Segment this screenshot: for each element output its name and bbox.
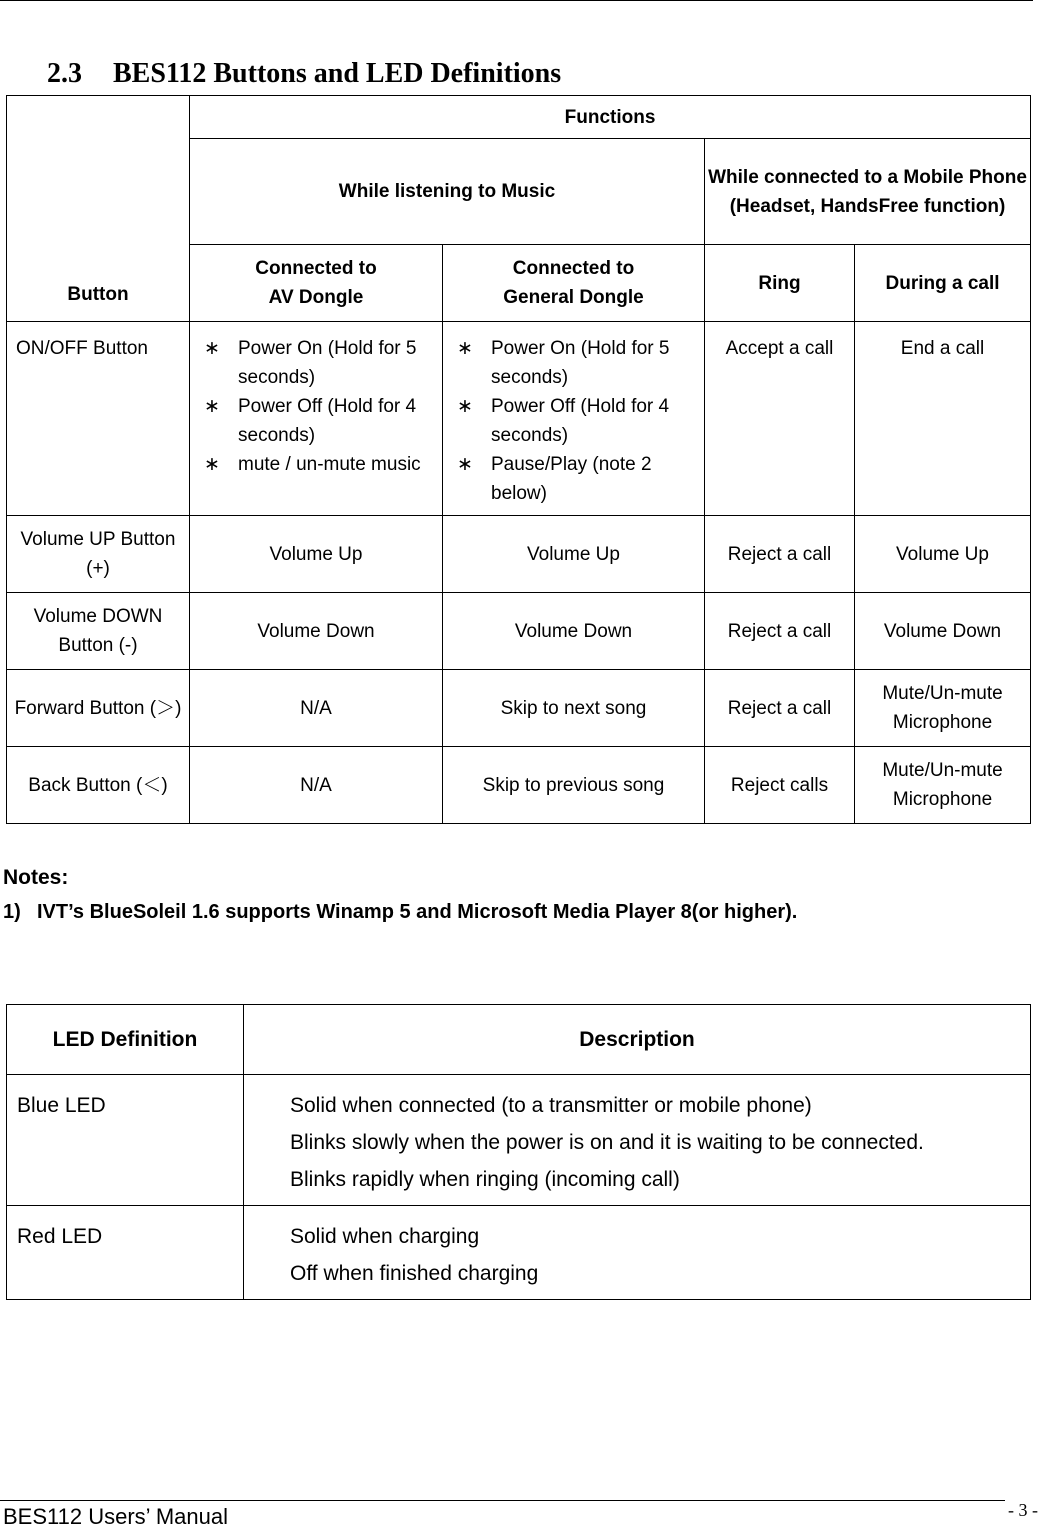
- led-desc-line: Blinks slowly when the power is on and it is waiting to be connected.: [290, 1131, 924, 1154]
- row-general-cell: Volume Up: [443, 516, 705, 593]
- table-row: [7, 593, 1031, 670]
- bullet-icon: ∗: [457, 396, 473, 417]
- row-av-cell: N/A: [190, 747, 443, 824]
- header-general-dongle: [443, 245, 705, 322]
- table-row: [7, 322, 1031, 516]
- list-item: ∗ Power On (Hold for 5 seconds): [457, 334, 702, 392]
- footer-rule: [0, 1500, 1005, 1501]
- table-row: [7, 1206, 1031, 1300]
- onoff-av-cell: [190, 322, 443, 516]
- row-button-cell: Forward Button (＞): [7, 670, 190, 747]
- list-item: ∗ mute / un-mute music: [204, 450, 440, 479]
- row-ring-cell: Reject calls: [705, 747, 855, 824]
- header-av-dongle: [190, 245, 443, 322]
- section-heading: [47, 58, 561, 90]
- row-during-cell: Mute/Un-mute Microphone: [855, 670, 1031, 747]
- led-table: [6, 1004, 1031, 1300]
- bullet-icon: ∗: [204, 454, 220, 475]
- onoff-button-cell: ON/OFF Button: [7, 322, 190, 516]
- led-desc-blue: [244, 1075, 1031, 1206]
- top-rule: [0, 0, 1033, 1]
- led-header-definition: LED Definition: [7, 1005, 244, 1075]
- section-title: BES112 Buttons and LED Definitions: [113, 58, 562, 89]
- note-text: IVT’s BlueSoleil 1.6 supports Winamp 5 and Microsoft Media Player 8(or higher).: [37, 901, 798, 923]
- page-number: - 3 -: [1008, 1500, 1038, 1520]
- header-ring: Ring: [705, 245, 855, 322]
- header-gen-line1: Connected to: [512, 258, 635, 279]
- row-during-cell: Volume Down: [855, 593, 1031, 670]
- bullet-icon: ∗: [204, 396, 220, 417]
- bullet-icon: ∗: [457, 338, 473, 359]
- note-item: [3, 901, 797, 924]
- list-item: ∗ Pause/Play (note 2 below): [457, 450, 702, 508]
- header-button: Button: [7, 96, 190, 322]
- led-desc-line: Solid when charging: [290, 1225, 480, 1248]
- header-functions: Functions: [190, 96, 1031, 139]
- section-number: 2.3: [47, 58, 82, 89]
- list-item: ∗ Power Off (Hold for 4 seconds): [204, 392, 440, 450]
- header-phone: While connected to a Mobile Phone (Headset, HandsFree function): [705, 139, 1031, 245]
- row-general-cell: Skip to previous song: [443, 747, 705, 824]
- row-av-cell: Volume Up: [190, 516, 443, 593]
- row-av-cell: N/A: [190, 670, 443, 747]
- row-button-cell: Back Button (＜): [7, 747, 190, 824]
- footer-title: BES112 Users’ Manual: [3, 1504, 228, 1529]
- row-during-cell: Volume Up: [855, 516, 1031, 593]
- row-button-cell: Volume UP Button (+): [7, 516, 190, 593]
- list-item: ∗ Power Off (Hold for 4 seconds): [457, 392, 702, 450]
- header-av-line1: Connected to: [255, 258, 377, 279]
- led-header-description: Description: [244, 1005, 1031, 1075]
- note-number: 1): [3, 901, 21, 923]
- row-button-cell: Volume DOWN Button (-): [7, 593, 190, 670]
- header-music: While listening to Music: [190, 139, 705, 245]
- row-general-cell: Volume Down: [443, 593, 705, 670]
- onoff-ring-cell: Accept a call: [705, 322, 855, 516]
- led-desc-line: Blinks rapidly when ringing (incoming call): [290, 1168, 680, 1191]
- row-during-cell: Mute/Un-mute Microphone: [855, 747, 1031, 824]
- row-ring-cell: Reject a call: [705, 516, 855, 593]
- header-gen-line2: General Dongle: [503, 287, 644, 308]
- buttons-table: [6, 95, 1031, 824]
- table-row: [7, 1075, 1031, 1206]
- led-desc-red: [244, 1206, 1031, 1300]
- table-row: [7, 516, 1031, 593]
- bullet-icon: ∗: [457, 454, 473, 475]
- led-name-blue: Blue LED: [7, 1075, 244, 1206]
- row-av-cell: Volume Down: [190, 593, 443, 670]
- led-name-red: Red LED: [7, 1206, 244, 1300]
- row-general-cell: Skip to next song: [443, 670, 705, 747]
- table-row: [7, 747, 1031, 824]
- notes-title: Notes:: [3, 866, 69, 889]
- row-ring-cell: Reject a call: [705, 593, 855, 670]
- row-ring-cell: Reject a call: [705, 670, 855, 747]
- led-desc-line: Solid when connected (to a transmitter or mobile phone): [290, 1094, 812, 1117]
- header-av-line2: AV Dongle: [268, 287, 364, 308]
- table-row: [7, 670, 1031, 747]
- led-desc-line: Off when finished charging: [290, 1262, 539, 1285]
- onoff-general-cell: [443, 322, 705, 516]
- list-item: ∗ Power On (Hold for 5 seconds): [204, 334, 440, 392]
- onoff-during-cell: End a call: [855, 322, 1031, 516]
- header-during-call: During a call: [855, 245, 1031, 322]
- bullet-icon: ∗: [204, 338, 220, 359]
